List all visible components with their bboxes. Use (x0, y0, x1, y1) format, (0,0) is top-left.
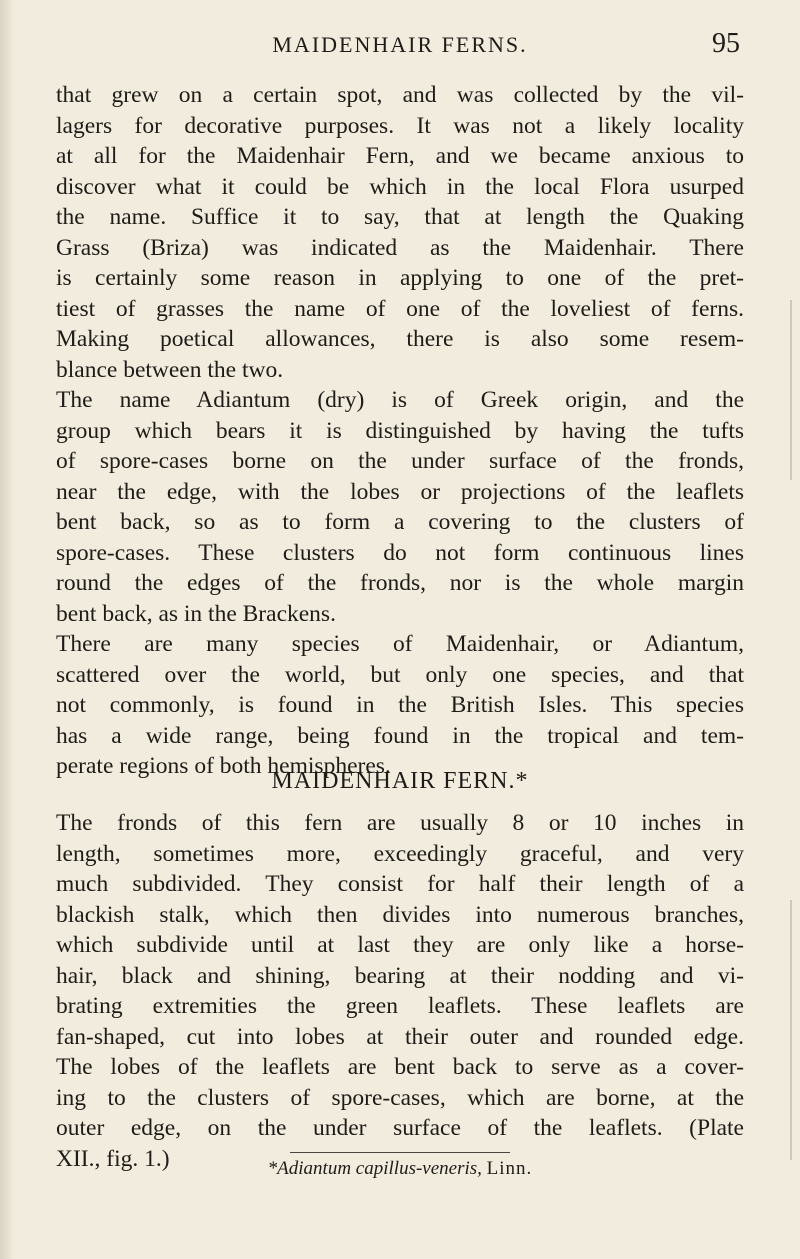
text-line: brating extremities the green leaflets. These leaflets are (56, 993, 744, 1019)
text-line: bent back, so as to form a covering to the clusters of (56, 509, 744, 535)
page-number: 95 (712, 28, 740, 59)
page-header (60, 28, 740, 68)
text-line: ing to the clusters of spore-cases, which are borne, at the (56, 1084, 744, 1111)
text-line: bent back, as in the Brackens. (56, 600, 336, 627)
footnote (0, 1158, 800, 1180)
paragraph-4 (56, 808, 744, 1174)
margin-stain (790, 300, 792, 480)
footnote-authority: Linn. (486, 1158, 533, 1179)
text-line: scattered over the world, but only one species, and that (56, 661, 744, 688)
text-line: hair, black and shining, bearing at their nodding and vi- (56, 962, 744, 989)
paragraph-3 (56, 629, 744, 782)
text-line: lagers for decorative purposes. It was not a likely locality (56, 112, 744, 139)
text-line: discover what it could be which in the local Flora usurped (56, 173, 744, 200)
text-line: perate regions of both hemispheres. (56, 753, 391, 779)
paragraph-2 (56, 385, 744, 629)
text-line: The lobes of the leaflets are bent back to serve as a cover- (56, 1054, 744, 1080)
body-text-lower (56, 808, 744, 1174)
body-text-upper (56, 80, 744, 782)
running-title: MAIDENHAIR FERNS. (272, 32, 528, 57)
text-line: blance between the two. (56, 356, 284, 383)
text-line: which subdivide until at last they are only like a horse- (56, 932, 744, 958)
text-line: at all for the Maidenhair Fern, and we became anxious to (56, 143, 744, 169)
text-line: not commonly, is found in the British Isles. This species (56, 692, 744, 718)
footnote-rule (290, 1152, 510, 1153)
text-line: The name Adiantum (dry) is of Greek origin, and the (56, 387, 744, 413)
page-gutter-shadow (0, 0, 14, 1259)
text-line: the name. Suffice it to say, that at length the Quaking (56, 204, 744, 230)
footnote-text: *Adiantum capillus-veneris, (267, 1158, 482, 1179)
text-line: round the edges of the fronds, nor is the whole margin (56, 570, 744, 596)
text-line: fan-shaped, cut into lobes at their outer and rounded edge. (56, 1023, 744, 1050)
text-line: is certainly some reason in applying to one of the pret- (56, 265, 744, 291)
text-line: group which bears it is distinguished by having the tufts (56, 417, 744, 444)
text-line: Making poetical allowances, there is also some resem- (56, 326, 744, 352)
text-line: spore-cases. These clusters do not form continuous lines (56, 539, 744, 566)
paragraph-1 (56, 80, 744, 385)
margin-stain (790, 900, 792, 1160)
text-line: that grew on a certain spot, and was collected by the vil- (56, 82, 744, 108)
text-line: length, sometimes more, exceedingly graceful, and very (56, 840, 744, 867)
text-line: The fronds of this fern are usually 8 or 10 inches in (56, 810, 744, 836)
text-line: Grass (Briza) was indicated as the Maidenhair. There (56, 234, 744, 261)
text-line: tiest of grasses the name of one of the loveliest of ferns. (56, 295, 744, 322)
text-line: has a wide range, being found in the tropical and tem- (56, 722, 744, 749)
text-line: of spore-cases borne on the under surface of the fronds, (56, 448, 744, 474)
text-line: much subdivided. They consist for half their length of a (56, 871, 744, 897)
section-heading: MAIDENHAIR FERN.* (271, 768, 529, 794)
text-line: near the edge, with the lobes or projections of the leaflets (56, 478, 744, 505)
text-line: blackish stalk, which then divides into numerous branches, (56, 901, 744, 928)
text-line: outer edge, on the under surface of the leaflets. (Plate (56, 1115, 744, 1141)
text-line: There are many species of Maidenhair, or Adiantum, (56, 631, 744, 657)
text-line: XII., fig. 1.) (56, 1145, 170, 1172)
